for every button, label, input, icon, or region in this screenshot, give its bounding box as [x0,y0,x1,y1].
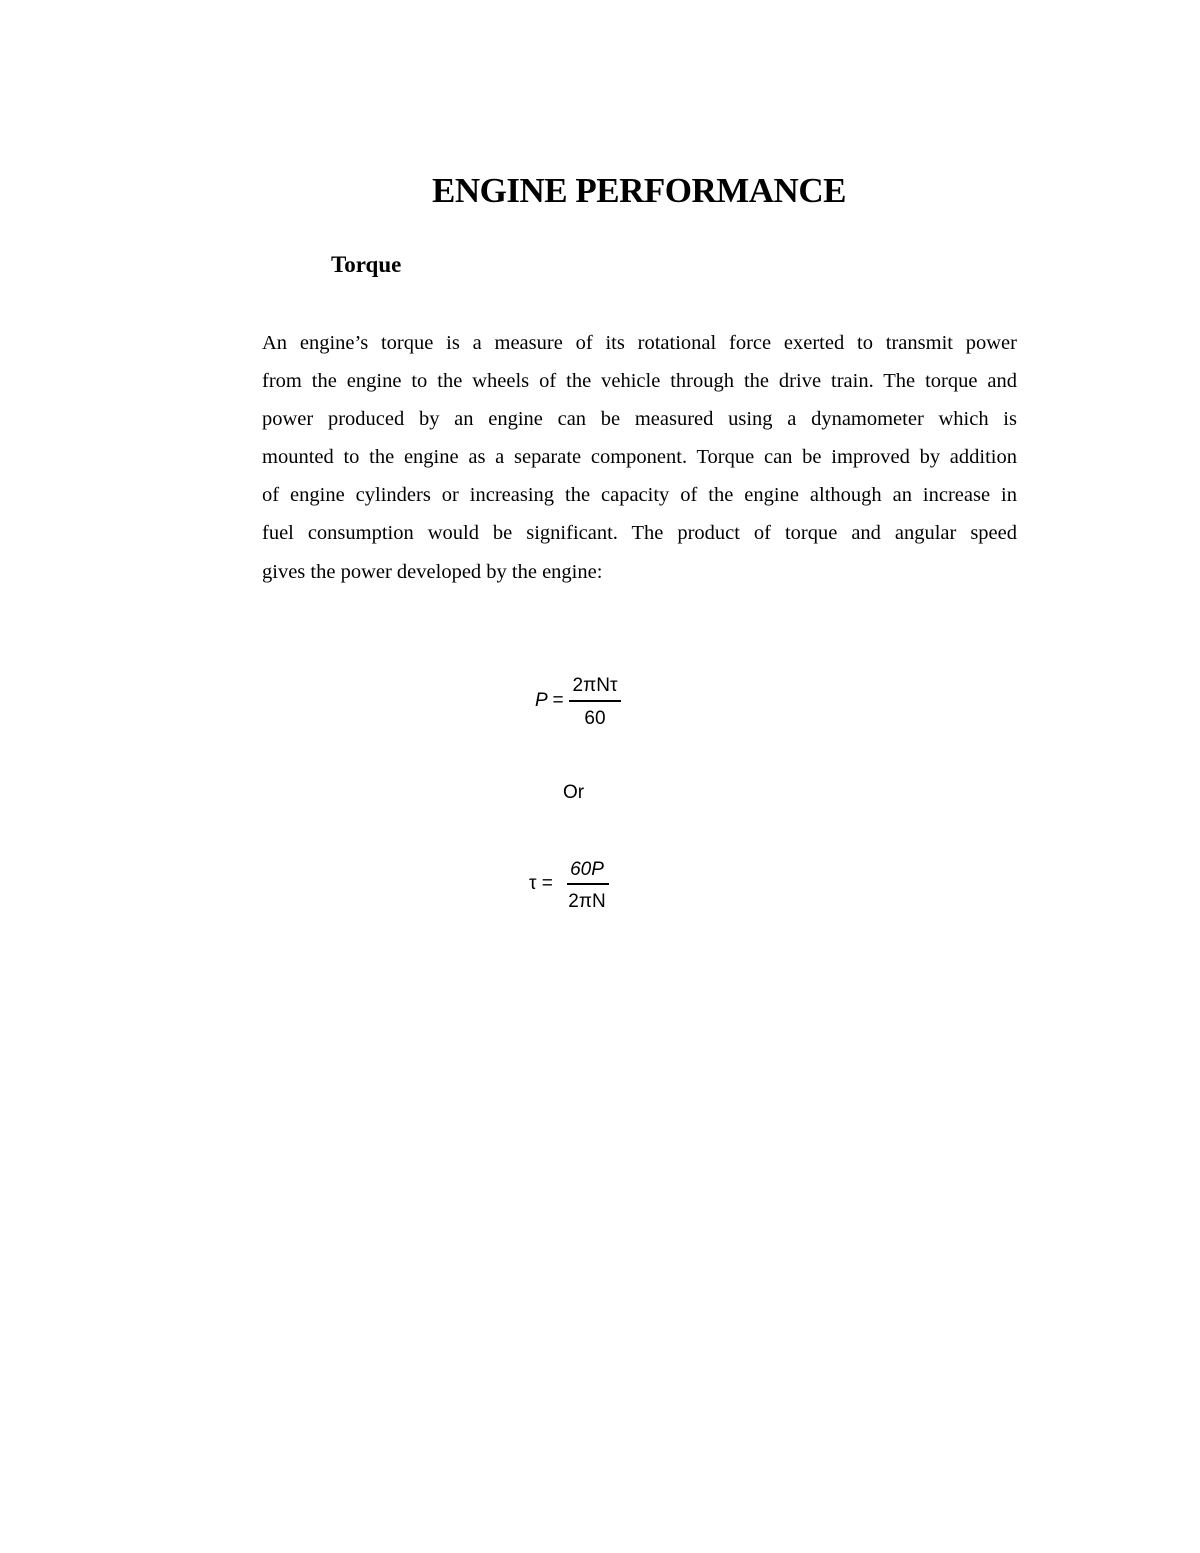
fraction-bar [567,883,609,885]
equation-lhs: τ = [529,873,553,894]
body-paragraph [262,324,1017,591]
equation-connector: Or [563,782,585,803]
equation-lhs: P = [535,690,564,711]
paragraph-line: fuel consumption would be significant. The product of torque and angular speed [262,522,1017,545]
paragraph-line: of engine cylinders or increasing the capacity of the engine although an increase in [262,484,1017,507]
equation-denominator: 60 [584,708,606,729]
paragraph-line: gives the power developed by the engine: [262,560,603,583]
fraction-bar [569,700,621,702]
paragraph-line: mounted to the engine as a separate component. Torque can be improved by addition [262,446,1017,469]
page-title: ENGINE PERFORMANCE [432,171,846,210]
paragraph-line: power produced by an engine can be measured using a dynamometer which is [262,408,1017,431]
paragraph-line: An engine’s torque is a measure of its rotational force exerted to transmit power [262,332,1017,354]
paragraph-line: from the engine to the wheels of the vehicle through the drive train. The torque and [262,370,1017,393]
section-heading: Torque [331,252,402,277]
equation-numerator: 2πNτ [572,675,618,696]
equation-denominator: 2πN [568,891,606,912]
equation-numerator: 60P [570,859,604,880]
